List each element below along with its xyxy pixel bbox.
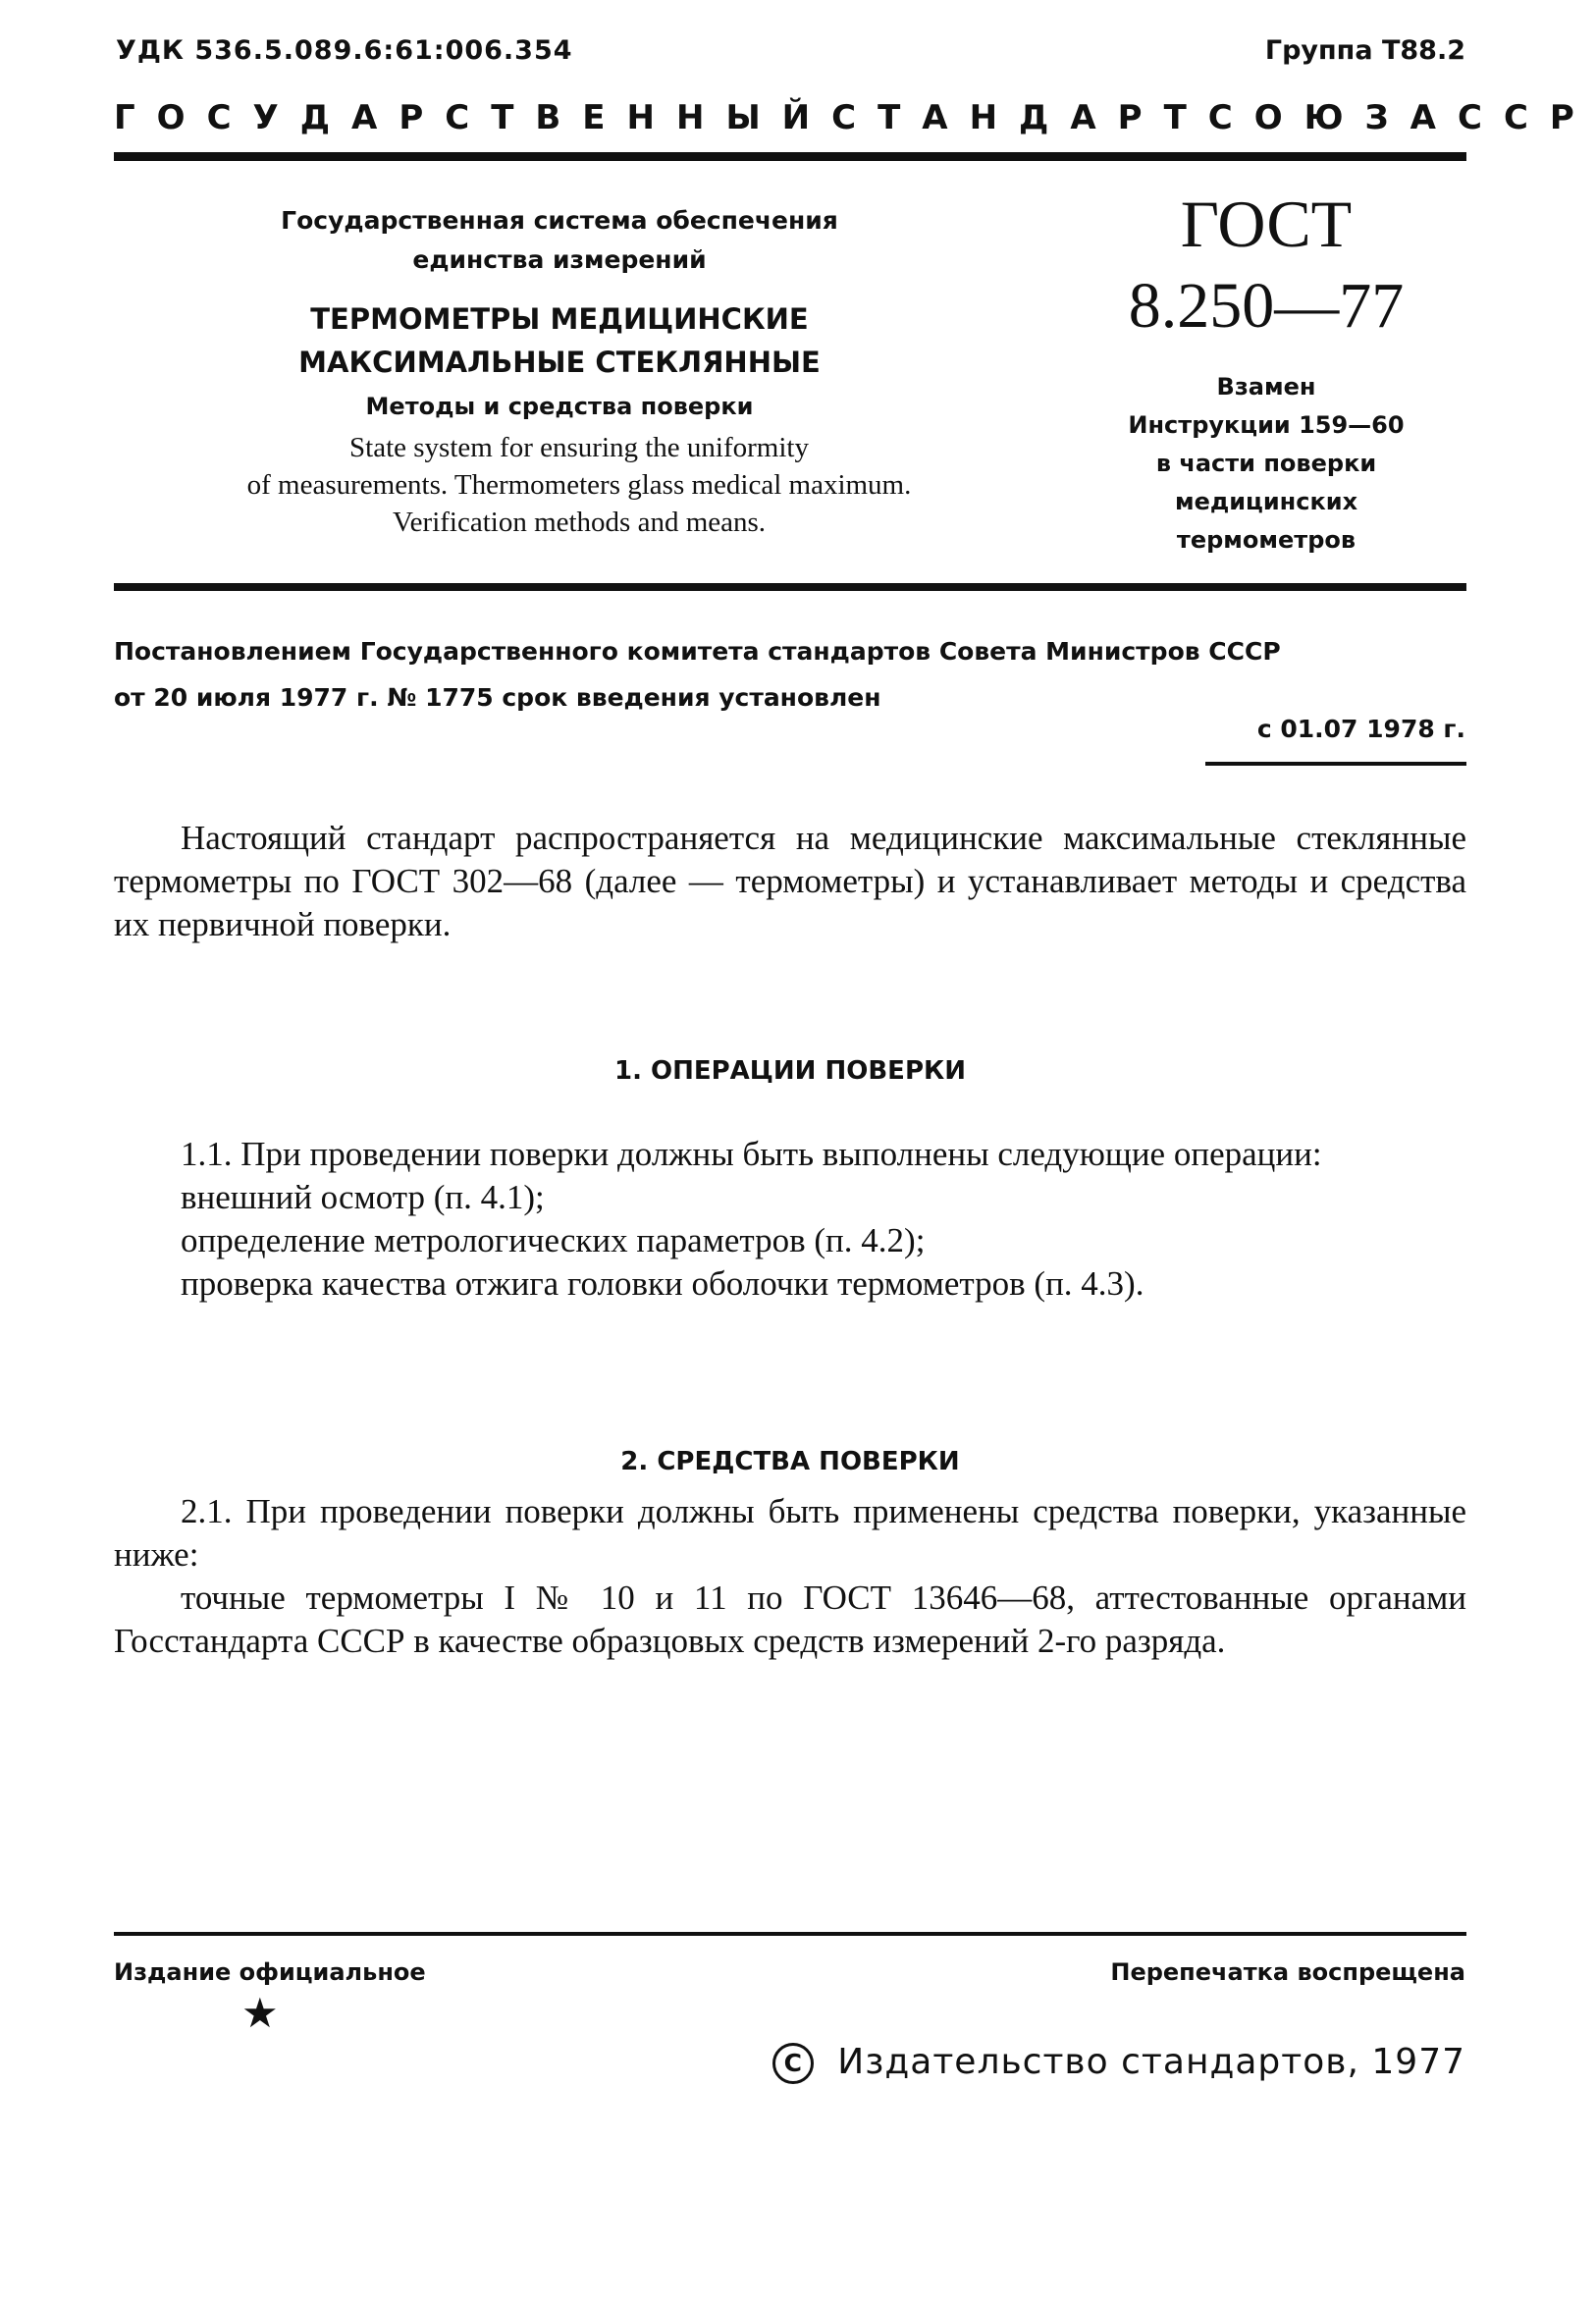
decree-line: от 20 июля 1977 г. № 1775 срок введения установлен (114, 683, 881, 712)
reprint-note: Перепечатка воспрещена (1110, 1958, 1465, 1986)
footer-rule (114, 1932, 1466, 1936)
effective-date: с 01.07 1978 г. (1256, 715, 1465, 743)
list-item: определение метрологических параметров (п. 4.2); (181, 1221, 926, 1259)
gost-number: 8.250—77 (1128, 270, 1405, 342)
gost-label: ГОСТ (1180, 187, 1353, 261)
replacement-line: в части поверки (1155, 450, 1377, 477)
paragraph: 1.1. При проведении поверки должны быть выполнены следующие операции: (181, 1135, 1322, 1173)
decree-text (114, 628, 1468, 721)
title-block-rule (114, 583, 1466, 591)
english-title-line: of measurements. Thermometers glass medical maximum. (246, 469, 912, 501)
replacement-line: Взамен (1216, 373, 1316, 401)
section-heading: 2. СРЕДСТВА ПОВЕРКИ (620, 1447, 960, 1476)
edition-note: Издание официальное (114, 1958, 426, 1986)
list-item: точные термометры I № 10 и 11 по ГОСТ 13646—68, аттестованные органами Госстандарта СССР в качестве образцовых средств измерений 2-го разряда. (114, 1579, 1466, 1660)
title-line: ТЕРМОМЕТРЫ МЕДИЦИНСКИЕ (310, 302, 809, 336)
udk-code: УДК 536.5.089.6:61:006.354 (116, 35, 573, 66)
section-heading: 1. ОПЕРАЦИИ ПОВЕРКИ (613, 1056, 967, 1086)
list-item: проверка качества отжига головки оболочки термометров (п. 4.3). (181, 1264, 1144, 1303)
document-subtitle: Методы и средства поверки (365, 393, 754, 420)
replacement-line: медицинских (1174, 488, 1358, 515)
english-title (108, 429, 1050, 541)
english-title-line: State system for ensuring the uniformity (349, 432, 809, 463)
title-line: МАКСИМАЛЬНЫЕ СТЕКЛЯННЫЕ (298, 346, 821, 379)
banner-word: СТАНДАРТ (831, 98, 1208, 137)
date-underline (1205, 762, 1466, 766)
decree-line: Постановлением Государственного комитета стандартов Совета Министров СССР (114, 637, 1281, 666)
copyright-icon: C (772, 2043, 814, 2084)
document-title (137, 297, 982, 384)
header-rule (114, 152, 1466, 161)
system-line: единства измерений (412, 245, 707, 274)
publisher: Издательство стандартов, 1977 (837, 2042, 1465, 2082)
english-title-line: Verification methods and means. (392, 507, 767, 538)
banner-word: СОЮЗА (1207, 98, 1458, 137)
replacement-line: термометров (1176, 526, 1357, 554)
state-standard-banner (114, 98, 1596, 137)
list-item: внешний осмотр (п. 4.1); (181, 1178, 545, 1216)
system-line: Государственная система обеспечения (281, 206, 838, 235)
group-code: Группа Т88.2 (1264, 35, 1465, 66)
star-icon: ★ (241, 1992, 279, 2037)
section-body (114, 1490, 1466, 1663)
copyright-line (772, 2042, 1465, 2084)
intro-paragraph: Настоящий стандарт распространяется на медицинские максимальные стеклянные термометры по ГОСТ 302—68 (далее — термометры) и устанавливает методы и средства их первичной поверки. (114, 819, 1466, 943)
replacement-note (1090, 368, 1443, 560)
system-name (137, 201, 982, 280)
replacement-line: Инструкции 159—60 (1128, 411, 1405, 439)
paragraph: 2.1. При проведении поверки должны быть применены средства поверки, указанные ниже: (114, 1492, 1466, 1574)
section-body (114, 1133, 1466, 1306)
banner-word: ГОСУДАРСТВЕННЫЙ (114, 98, 832, 137)
banner-word: ССР (1458, 98, 1596, 137)
